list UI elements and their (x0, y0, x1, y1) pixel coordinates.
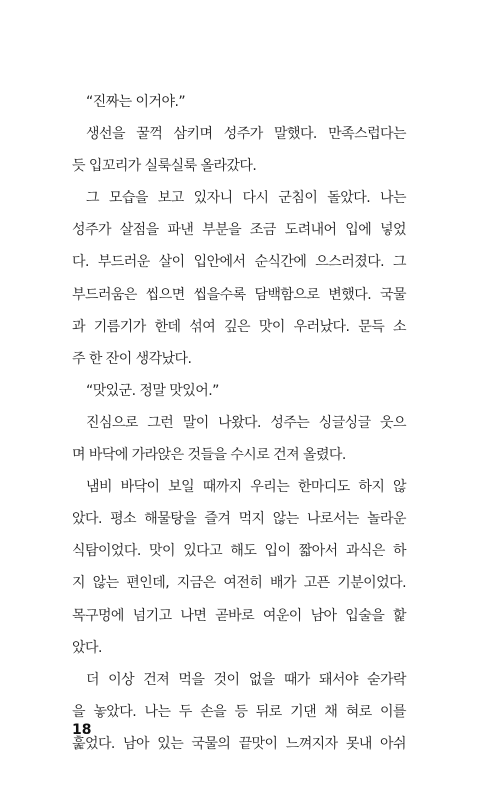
text-line: 더 이상 건져 먹을 것이 없을 때가 돼서야 숟가락 (86, 671, 406, 688)
text-line: 식탐이었다. 맛이 있다고 해도 입이 짧아서 과식은 하 (72, 543, 406, 560)
text-line: 훑었다. 남아 있는 국물의 끝맛이 느껴지자 못내 아쉬 (72, 735, 406, 752)
body-text (72, 86, 406, 760)
text-line: 며 바닥에 가라앉은 것들을 수시로 건져 올렸다. (72, 447, 346, 464)
text-line: 그 모습을 보고 있자니 다시 군침이 돌았다. 나는 (86, 190, 406, 207)
text-line: 냄비 바닥이 보일 때까지 우리는 한마디도 하지 않 (86, 479, 406, 496)
text-line: 생선을 꿀꺽 삼키며 성주가 말했다. 만족스럽다는 (86, 126, 406, 143)
text-line: 았다. 평소 해물탕을 즐겨 먹지 않는 나로서는 놀라운 (72, 511, 406, 528)
text-line: 듯 입꼬리가 실룩실룩 올라갔다. (72, 158, 257, 175)
text-line: 을 놓았다. 나는 두 손을 등 뒤로 기댄 채 혀로 이를 (72, 703, 406, 720)
text-line: 다. 부드러운 살이 입안에서 순식간에 으스러졌다. 그 (72, 254, 406, 271)
text-line: 았다. (72, 639, 102, 656)
text-line: 과 기름기가 한데 섞여 깊은 맛이 우러났다. 문득 소 (72, 318, 406, 335)
text-line: 지 않는 편인데, 지금은 여전히 배가 고픈 기분이었다. (72, 575, 406, 592)
text-line: 주 한 잔이 생각났다. (72, 350, 192, 367)
text-line: “맛있군. 정말 맛있어.” (86, 382, 219, 399)
text-line: 부드러움은 씹으면 씹을수록 담백함으로 변했다. 국물 (72, 286, 406, 303)
page-number: 18 (72, 722, 92, 738)
text-line: 목구멍에 넘기고 나면 곧바로 여운이 남아 입술을 핥 (72, 607, 406, 624)
text-line: 성주가 살점을 파낸 부분을 조금 도려내어 입에 넣었 (72, 222, 406, 239)
text-line: “진짜는 이거야.” (86, 94, 186, 110)
text-line: 진심으로 그런 말이 나왔다. 성주는 싱글싱글 웃으 (86, 414, 406, 431)
